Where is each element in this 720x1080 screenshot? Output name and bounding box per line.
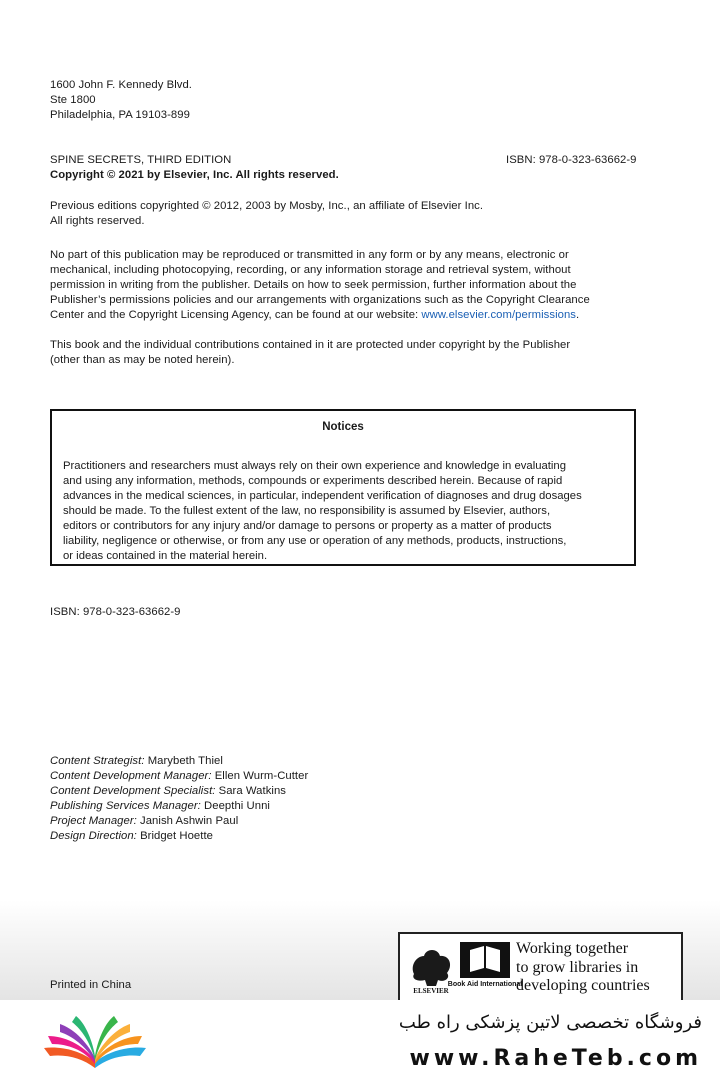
credit-name: Ellen Wurm-Cutter: [211, 770, 309, 782]
permissions-line: [50, 308, 590, 323]
isbn-bottom: ISBN: 978-0-323-63662-9: [50, 606, 181, 618]
credits-list: [50, 754, 308, 844]
credit-role: Design Direction:: [50, 830, 137, 842]
protection-paragraph: [50, 338, 570, 368]
permissions-line: permission in writing from the publisher. Details on how to seek permission, further information about the: [50, 279, 577, 291]
permissions-line: No part of this publication may be reproduced or transmitted in any form or by any means, electronic or: [50, 249, 569, 261]
book-aid-logo-text: Book Aid International: [447, 981, 523, 988]
credit-line: [50, 799, 308, 814]
previous-editions-line: All rights reserved.: [50, 215, 145, 227]
store-url[interactable]: www.RaheTeb.com: [409, 1046, 702, 1071]
credit-name: Bridget Hoette: [136, 830, 213, 842]
credit-role: Publishing Services Manager:: [50, 800, 201, 812]
address-line: Ste 1800: [50, 94, 96, 106]
notices-line: should be made. To the fullest extent of the law, no responsibility is assumed by Elsevier, authors,: [63, 505, 551, 517]
permissions-line: Publisher’s permissions policies and our arrangements with organizations such as the Copyright Clearance: [50, 294, 590, 306]
credit-name: Marybeth Thiel: [144, 755, 223, 767]
notices-line: or ideas contained in the material herein.: [63, 550, 268, 562]
credit-role: Project Manager:: [50, 815, 137, 827]
permissions-paragraph: [50, 248, 590, 323]
credit-name: Janish Ashwin Paul: [136, 815, 239, 827]
slogan-line: Working together: [516, 940, 629, 957]
printed-in: Printed in China: [50, 979, 132, 991]
permissions-link[interactable]: www.elsevier.com/permissions: [421, 309, 576, 321]
credit-line: [50, 769, 308, 784]
permissions-line-text: Center and the Copyright Licensing Agency, can be found at our website:: [50, 309, 422, 321]
credit-role: Content Development Specialist:: [50, 785, 216, 797]
book-aid-icon: [447, 942, 523, 994]
isbn-top: ISBN: 978-0-323-63662-9: [506, 154, 637, 166]
notices-line: Practitioners and researchers must always rely on their own experience and knowledge in evaluating: [63, 460, 566, 472]
protection-line: This book and the individual contributions contained in it are protected under copyright by the Publisher: [50, 339, 571, 351]
credit-line: [50, 829, 308, 844]
credit-role: Content Strategist:: [50, 755, 145, 767]
store-name: فروشگاه تخصصی لاتین پزشکی راه طب: [398, 1012, 702, 1033]
notices-body: [63, 459, 582, 564]
address-line: Philadelphia, PA 19103-899: [50, 109, 190, 121]
publisher-address: [50, 78, 192, 123]
notices-box: [50, 409, 636, 566]
book-title: SPINE SECRETS, THIRD EDITION: [50, 154, 232, 166]
slogan-line: to grow libraries in: [516, 958, 639, 976]
notices-line: liability, negligence or otherwise, or from any use or operation of any methods, products, instructions,: [63, 535, 567, 547]
notices-title: Notices: [322, 421, 364, 433]
permissions-line: mechanical, including photocopying, recording, or any information storage and retrieval system, without: [50, 264, 571, 276]
notices-line: advances in the medical sciences, in particular, independent verification of diagnoses and drug dosages: [63, 490, 582, 502]
credit-name: Deepthi Unni: [200, 800, 270, 812]
previous-editions-line: Previous editions copyrighted © 2012, 2003 by Mosby, Inc., an affiliate of Elsevier Inc.: [50, 200, 484, 212]
book-aid-logo-box: [398, 932, 683, 1004]
protection-line: (other than as may be noted herein).: [50, 354, 235, 366]
previous-editions: [50, 199, 483, 229]
credit-line: [50, 754, 308, 769]
credit-line: [50, 814, 308, 829]
open-book-rainbow-icon: [40, 1010, 150, 1072]
address-line: 1600 John F. Kennedy Blvd.: [50, 79, 192, 91]
notices-line: and using any information, methods, compounds or experiments described herein. Because of rapid: [63, 475, 563, 487]
credit-name: Sara Watkins: [215, 785, 286, 797]
permissions-link-suffix: .: [576, 309, 580, 321]
raheteb-footer: [0, 1000, 720, 1080]
notices-line: editors or contributors for any injury and/or damage to persons or property as a matter of products: [63, 520, 552, 532]
credit-line: [50, 784, 308, 799]
slogan-line: developing countries: [516, 977, 650, 994]
copyright-line: Copyright © 2021 by Elsevier, Inc. All rights reserved.: [50, 169, 339, 181]
book-aid-slogan: [516, 940, 650, 996]
credit-role: Content Development Manager:: [50, 770, 212, 782]
elsevier-logo-text: ELSEVIER: [413, 987, 449, 995]
